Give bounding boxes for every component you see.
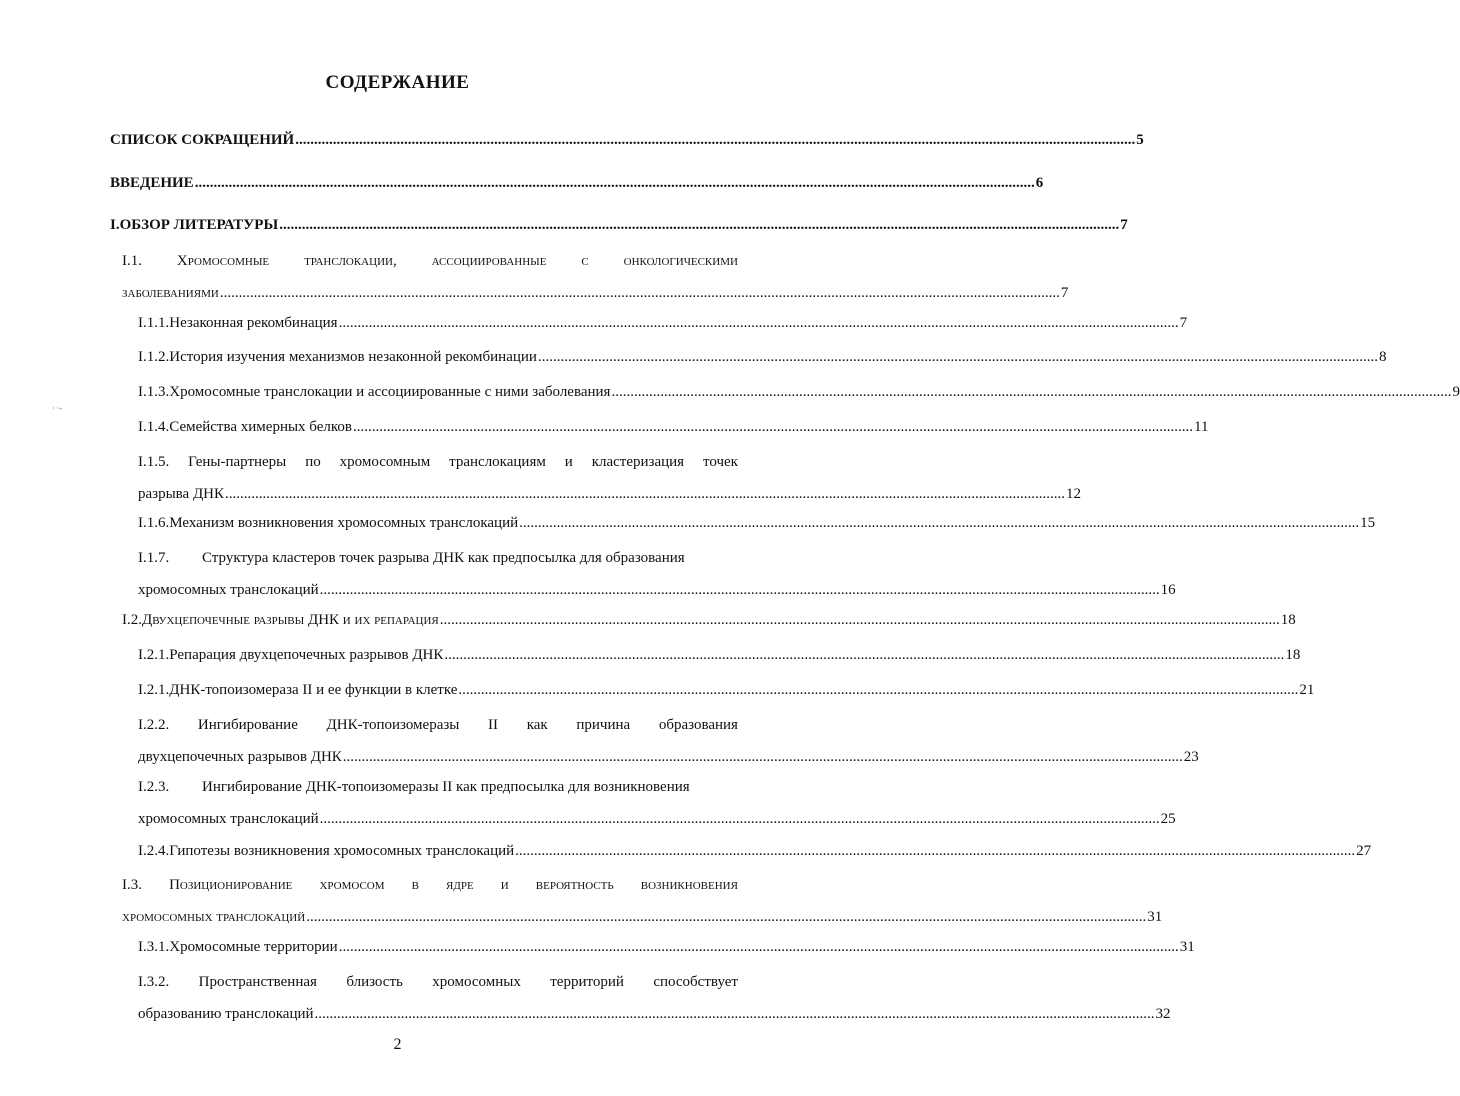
- dot-leader: ................................................................................................................................................................................................................................: [319, 582, 1160, 598]
- page-number: 2: [393, 1036, 402, 1053]
- toc-entry-text: Семейства химерных белков: [169, 419, 352, 435]
- toc-entry-text: СПИСОК СОКРАЩЕНИЙ: [110, 132, 295, 148]
- toc-word: транслокации,: [304, 253, 397, 269]
- toc-entry-number: I.1.2.: [138, 349, 170, 365]
- toc-word: хромосомных: [432, 974, 521, 990]
- toc-entry-section-1-1-5[interactable]: [138, 453, 1082, 503]
- toc-word: Хромосомные: [176, 253, 270, 269]
- toc-word: Ингибирование: [197, 717, 298, 733]
- toc-entry-number: I.2.4.: [138, 843, 170, 859]
- toc-word: и: [564, 454, 573, 470]
- page-title: СОДЕРЖАНИЕ: [325, 72, 470, 93]
- toc-entry-text: Незаконная рекомбинация: [169, 315, 338, 331]
- toc-page-number: 18: [1280, 612, 1296, 628]
- toc-page-number: 18: [1285, 647, 1301, 663]
- toc-entry-number: I.1.1.: [138, 315, 170, 331]
- toc-word: причина: [576, 717, 631, 733]
- toc-entry-abbreviations[interactable]: [110, 131, 1144, 149]
- toc-word: образования: [658, 717, 738, 733]
- toc-entry-section-1-1[interactable]: [122, 252, 1069, 302]
- toc-entry-text-continued: разрыва ДНК: [138, 486, 225, 502]
- toc-word: вероятность: [535, 877, 614, 893]
- toc-page-number: 7: [1179, 315, 1188, 331]
- dot-leader: ................................................................................................................................................................................................................................: [519, 515, 1360, 531]
- toc-word: хромосомным: [339, 454, 431, 470]
- toc-word: территорий: [550, 974, 624, 990]
- toc-word: Гены-партнеры: [188, 454, 287, 470]
- dot-leader: ................................................................................................................................................................................................................................: [225, 486, 1066, 502]
- toc-entry-section-1-2-4[interactable]: [138, 842, 1372, 860]
- toc-entry-text-continued: двухцепочечных разрывов ДНК: [138, 749, 342, 765]
- dot-leader: ................................................................................................................................................................................................................................: [306, 909, 1147, 925]
- dot-leader: ................................................................................................................................................................................................................................: [295, 132, 1136, 148]
- toc-entry-number: I.3.2.: [138, 974, 170, 990]
- toc-entry-text-continued: заболеваниями: [122, 285, 219, 301]
- toc-entry-section-1-2-1-repair[interactable]: [138, 646, 1301, 664]
- toc-entry-section-1-1-4[interactable]: [138, 418, 1209, 436]
- toc-word: Позиционирование: [169, 877, 293, 893]
- toc-entry-number: I.2.3.: [138, 779, 170, 795]
- toc-word: кластеризация: [591, 454, 685, 470]
- toc-page-number: 21: [1299, 682, 1315, 698]
- dot-leader: ................................................................................................................................................................................................................................: [444, 647, 1285, 663]
- toc-entry-text: Механизм возникновения хромосомных транслокаций: [169, 515, 519, 531]
- toc-page-number: 9: [1452, 384, 1460, 400]
- toc-word: и: [500, 877, 509, 893]
- toc-entry-text-continued: хромосомных транслокаций: [122, 909, 306, 925]
- toc-entry-number: I.1.3.: [138, 384, 170, 400]
- toc-entry-section-1-2-2[interactable]: [138, 716, 1199, 766]
- toc-page-number: 6: [1035, 175, 1044, 191]
- toc-entry-text: ОБЗОР ЛИТЕРАТУРЫ: [119, 217, 279, 233]
- toc-entry-text-continued: образованию транслокаций: [138, 1006, 314, 1022]
- toc-word: ассоциированные: [431, 253, 547, 269]
- toc-word: возникновения: [640, 877, 738, 893]
- toc-page-number: 32: [1155, 1006, 1171, 1022]
- toc-entry-text: ВВЕДЕНИЕ: [110, 175, 194, 191]
- toc-entry-text: ДНК-топоизомераза II и ее функции в клетке: [169, 682, 458, 698]
- toc-page-number: 31: [1179, 939, 1195, 955]
- toc-entry-text: История изучения механизмов незаконной рекомбинации: [169, 349, 537, 365]
- toc-page-number: 7: [1120, 217, 1128, 233]
- toc-entry-number: I.3.1.: [138, 939, 170, 955]
- toc-word: точек: [703, 454, 738, 470]
- toc-page-number: 31: [1147, 909, 1163, 925]
- dot-leader: ................................................................................................................................................................................................................................: [439, 612, 1280, 628]
- toc-page-number: 11: [1194, 419, 1209, 435]
- toc-entry-number: I.1.7.: [138, 550, 170, 566]
- toc-page-number: 7: [1060, 285, 1069, 301]
- toc-word: II: [488, 717, 499, 733]
- toc-entry-number: I.2.2.: [138, 717, 170, 733]
- toc-entry-number: I.1.: [122, 253, 142, 269]
- toc-entry-section-1-2-1-topoisomerase[interactable]: [138, 681, 1315, 699]
- dot-leader: ................................................................................................................................................................................................................................: [194, 175, 1035, 191]
- dot-leader: ................................................................................................................................................................................................................................: [342, 749, 1183, 765]
- dot-leader: ................................................................................................................................................................................................................................: [314, 1006, 1155, 1022]
- toc-entry-text-continued: хромосомных транслокаций: [138, 811, 319, 827]
- toc-entry-section-1-3[interactable]: [122, 876, 1163, 926]
- dot-leader: ................................................................................................................................................................................................................................: [319, 811, 1160, 827]
- toc-entry-section-1-3-2[interactable]: [138, 973, 1171, 1023]
- toc-page-number: 12: [1066, 486, 1082, 502]
- toc-entry-section-1-1-2[interactable]: [138, 348, 1387, 366]
- toc-word: транслокациям: [449, 454, 546, 470]
- toc-page-number: 8: [1378, 349, 1387, 365]
- toc-page-number: 23: [1183, 749, 1199, 765]
- toc-entry-number: I.1.6.: [138, 515, 170, 531]
- toc-entry-text-continued: хромосомных транслокаций: [138, 582, 319, 598]
- toc-entry-chapter-1[interactable]: [110, 216, 1128, 234]
- toc-word: Пространственная: [198, 974, 317, 990]
- toc-page-number: 27: [1356, 843, 1372, 859]
- toc-entry-number: I.2.1.: [138, 682, 170, 698]
- toc-entry-number: I.3.: [122, 877, 142, 893]
- toc-word: хромосом: [319, 877, 385, 893]
- toc-entry-text: Хромосомные транслокации и ассоциированные с ними заболевания: [169, 384, 611, 400]
- dot-leader: ................................................................................................................................................................................................................................: [338, 315, 1179, 331]
- toc-entry-text: Структура кластеров точек разрыва ДНК как предпосылка для образования: [202, 550, 685, 566]
- toc-word: по: [305, 454, 321, 470]
- toc-word: ядре: [446, 877, 474, 893]
- toc-entry-section-1-1-3[interactable]: [138, 383, 1460, 401]
- toc-entry-section-1-2[interactable]: [122, 611, 1296, 629]
- toc-entry-section-1-1-1[interactable]: [138, 314, 1188, 332]
- dot-leader: ................................................................................................................................................................................................................................: [219, 285, 1060, 301]
- toc-page-number: 16: [1160, 582, 1176, 598]
- dot-leader: ................................................................................................................................................................................................................................: [515, 843, 1356, 859]
- toc-page-number: 5: [1136, 132, 1144, 148]
- dot-leader: ................................................................................................................................................................................................................................: [338, 939, 1179, 955]
- toc-entry-text: Репарация двухцепочечных разрывов ДНК: [169, 647, 444, 663]
- toc-entry-number: I.2.: [122, 612, 142, 628]
- toc-word: ДНК-топоизомеразы: [326, 717, 460, 733]
- toc-entry-section-1-3-1[interactable]: [138, 938, 1195, 956]
- toc-word: в: [411, 877, 419, 893]
- toc-entry-section-1-1-7[interactable]: [138, 549, 1176, 599]
- toc-entry-section-1-1-6[interactable]: [138, 514, 1376, 532]
- toc-entry-section-1-2-3[interactable]: [138, 778, 1176, 828]
- toc-entry-number: I.2.1.: [138, 647, 170, 663]
- toc-entry-text: Гипотезы возникновения хромосомных транслокаций: [169, 843, 515, 859]
- toc-word: способствует: [653, 974, 738, 990]
- toc-entry-number: I.: [110, 217, 120, 233]
- dot-leader: ................................................................................................................................................................................................................................: [458, 682, 1299, 698]
- dot-leader: ................................................................................................................................................................................................................................: [353, 419, 1193, 435]
- toc-page-number: 25: [1160, 811, 1176, 827]
- toc-entry-introduction[interactable]: [110, 174, 1044, 192]
- scan-speck: · ·-: [52, 404, 62, 413]
- toc-entry-text: Ингибирование ДНК-топоизомеразы II как предпосылка для возникновения: [202, 779, 690, 795]
- toc-word: онкологическими: [623, 253, 738, 269]
- toc-entry-number: I.1.5.: [138, 454, 170, 470]
- toc-word: с: [581, 253, 589, 269]
- toc-page-number: 15: [1360, 515, 1376, 531]
- toc-word: как: [526, 717, 548, 733]
- dot-leader: ................................................................................................................................................................................................................................: [611, 384, 1452, 400]
- toc-word: близость: [346, 974, 403, 990]
- toc-entry-text: Хромосомные территории: [169, 939, 338, 955]
- dot-leader: ................................................................................................................................................................................................................................: [537, 349, 1378, 365]
- toc-entry-text: Двухцепочечные разрывы ДНК и их репарация: [142, 612, 439, 628]
- dot-leader: ................................................................................................................................................................................................................................: [279, 217, 1120, 233]
- toc-entry-number: I.1.4.: [138, 419, 170, 435]
